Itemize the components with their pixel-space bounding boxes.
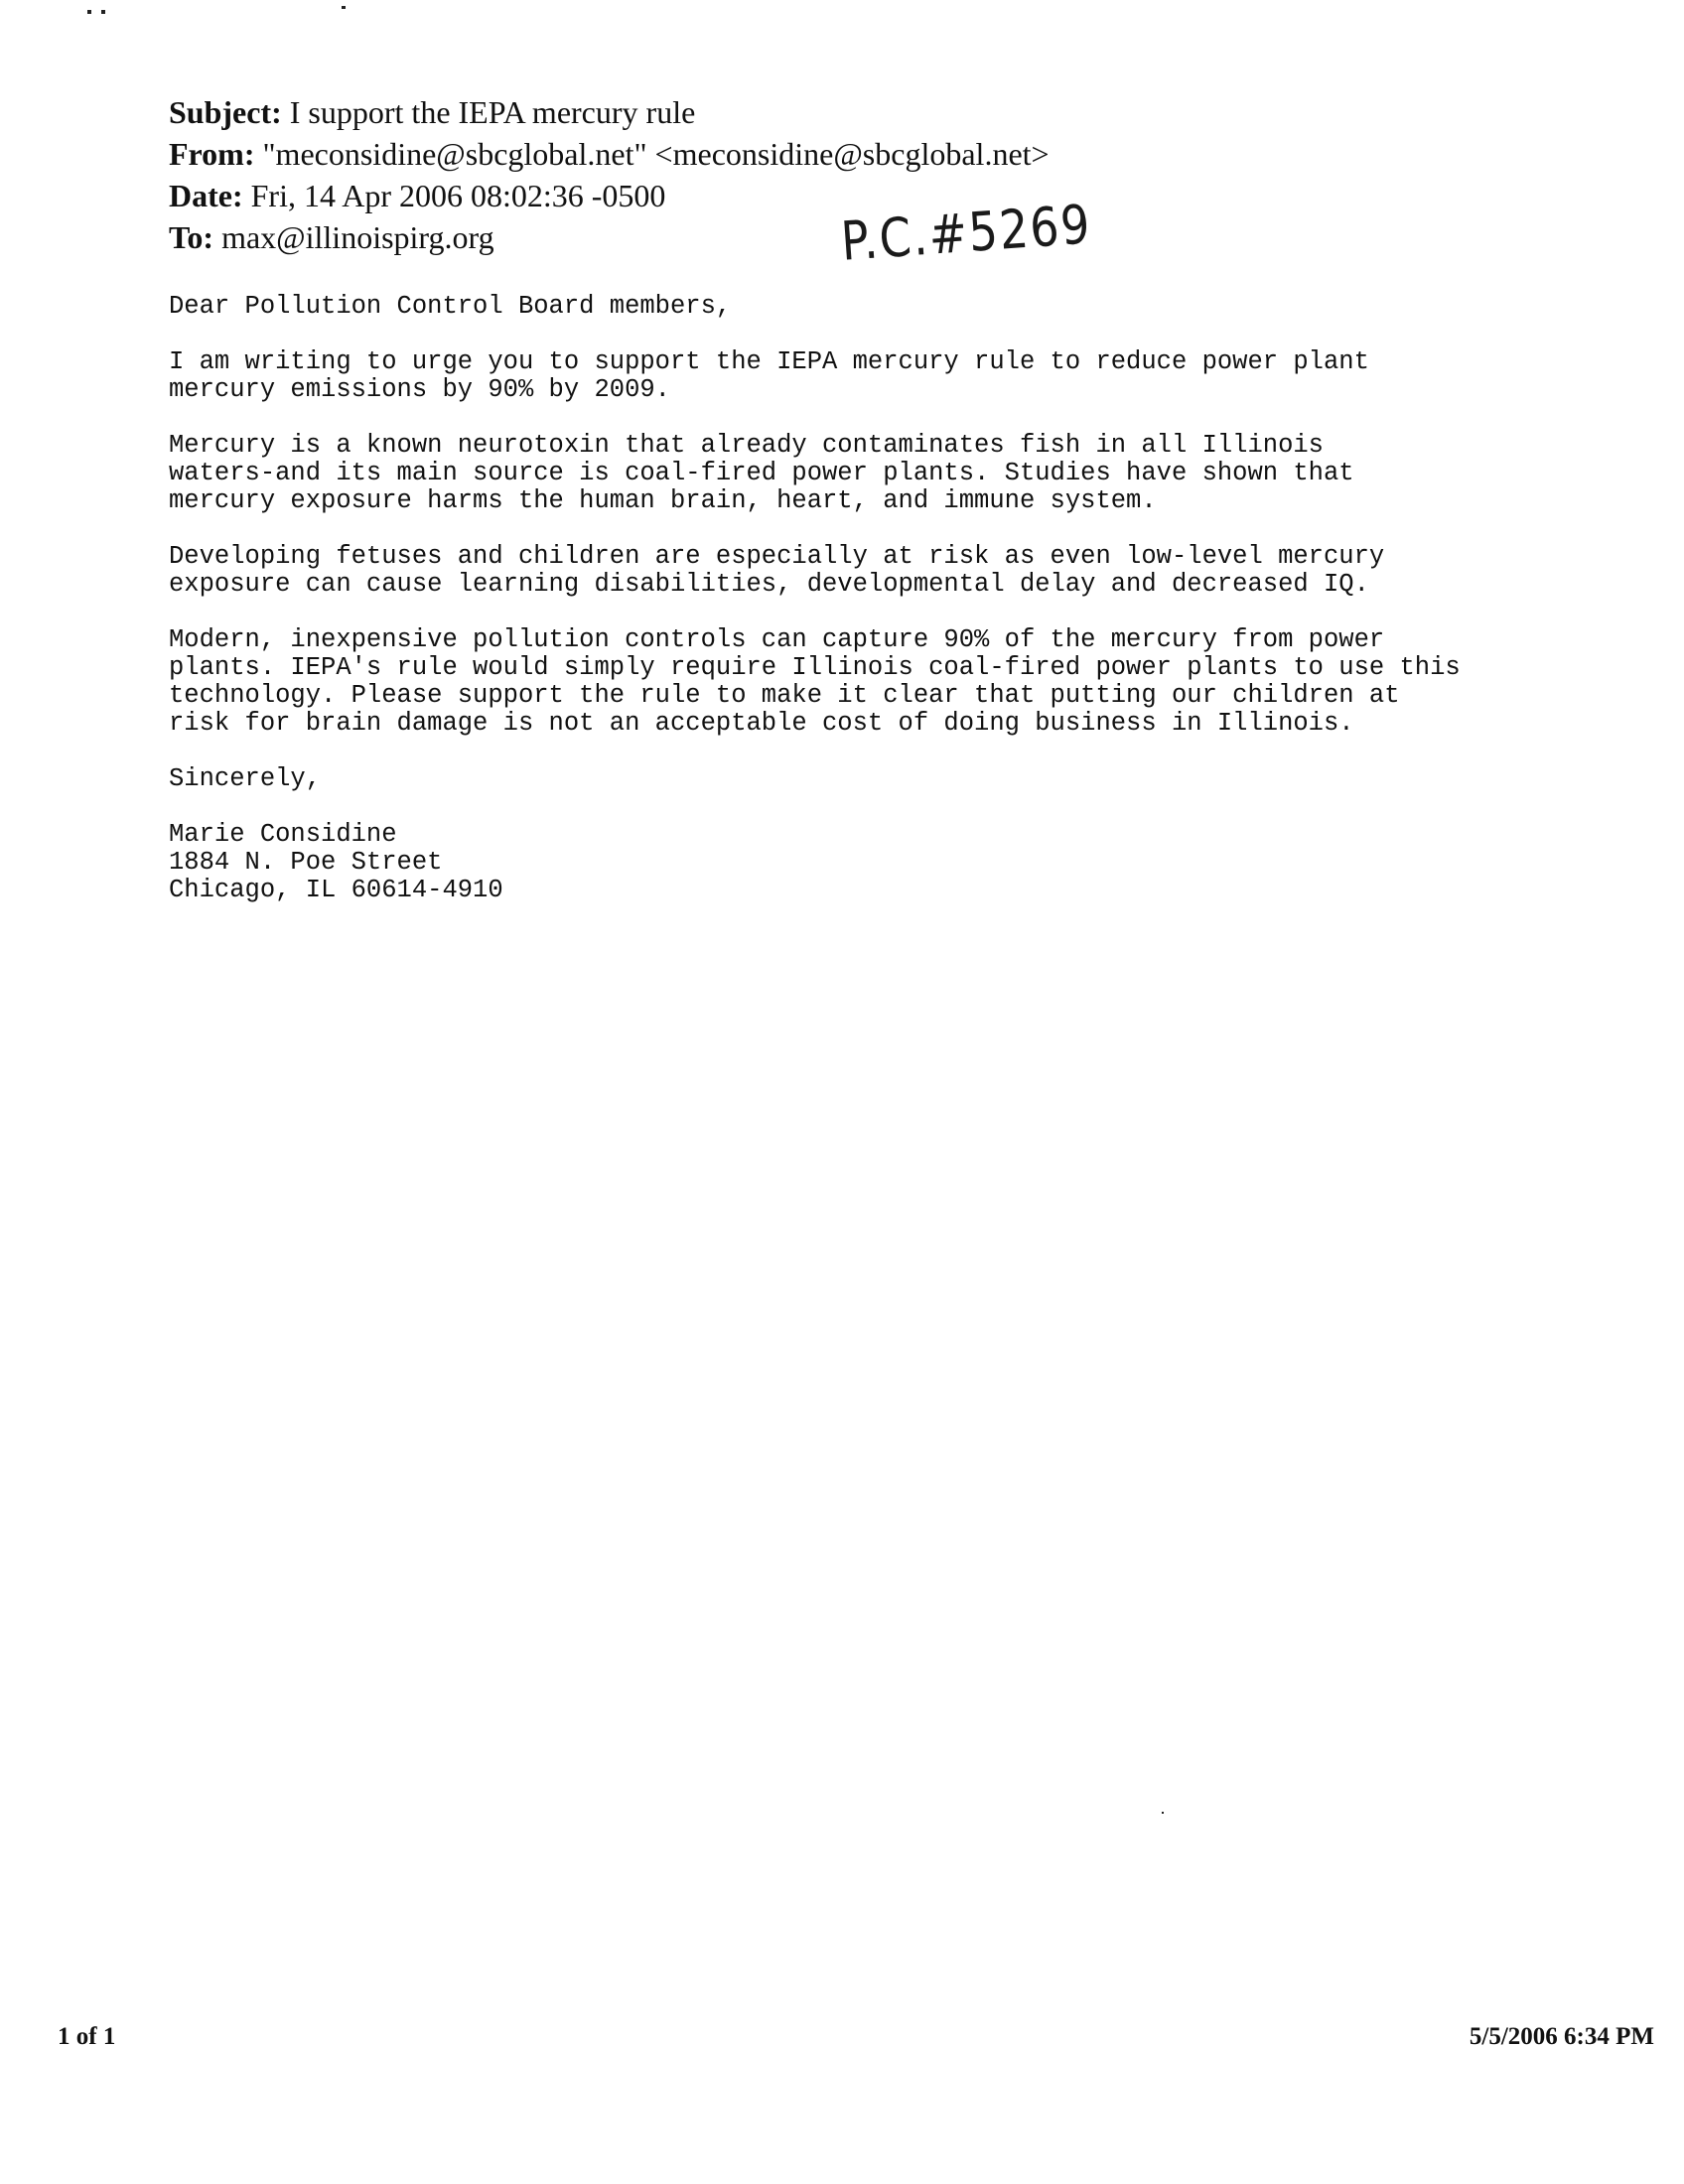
body-paragraph: Mercury is a known neurotoxin that already contaminates fish in all Illinois waters-and its main source is coal-fired power plants. Studies have shown that mercury exposure harms the human brain, heart, and immune system. <box>169 431 1354 515</box>
page-count: 1 of 1 <box>58 2023 116 2050</box>
body-paragraph: I am writing to urge you to support the IEPA mercury rule to reduce power plant mercury emissions by 90% by 2009. <box>169 347 1369 404</box>
signer-city: Chicago, IL 60614-4910 <box>169 876 503 904</box>
handwritten-pc-number: P.C.#5269 <box>839 193 1094 273</box>
subject-value: I support the IEPA mercury rule <box>281 94 696 130</box>
signer-name: Marie Considine <box>169 820 397 849</box>
print-timestamp: 5/5/2006 6:34 PM <box>1469 2023 1654 2050</box>
from-value: "meconsidine@sbcglobal.net" <meconsidine@sbcglobal.net> <box>254 136 1050 172</box>
body-paragraph: Modern, inexpensive pollution controls can capture 90% of the mercury from power plants. IEPA's rule would simply require Illinois coal-fired power plants to use this technology. Please support the rule to make it clear that putting our children at risk for brain damage is not an acceptable cost of doing business in Illinois. <box>169 625 1461 738</box>
scan-speck <box>342 6 346 9</box>
from-line <box>169 133 1162 175</box>
closing: Sincerely, <box>169 764 322 793</box>
date-label: Date: <box>169 178 243 213</box>
from-label: From: <box>169 136 255 172</box>
subject-label: Subject: <box>169 94 282 130</box>
scan-speck <box>87 10 91 14</box>
to-value: max@illinoispirg.org <box>213 219 494 255</box>
subject-line <box>169 91 1162 133</box>
scan-speck <box>1162 1812 1164 1814</box>
signature-block <box>169 821 1579 904</box>
email-body <box>169 293 1579 904</box>
date-value: Fri, 14 Apr 2006 08:02:36 -0500 <box>242 178 666 213</box>
scan-speck <box>101 10 105 14</box>
to-label: To: <box>169 219 214 255</box>
body-paragraph: Developing fetuses and children are especially at risk as even low-level mercury exposure can cause learning disabilities, developmental delay and decreased IQ. <box>169 542 1385 599</box>
greeting: Dear Pollution Control Board members, <box>169 292 732 321</box>
signer-street: 1884 N. Poe Street <box>169 848 443 877</box>
